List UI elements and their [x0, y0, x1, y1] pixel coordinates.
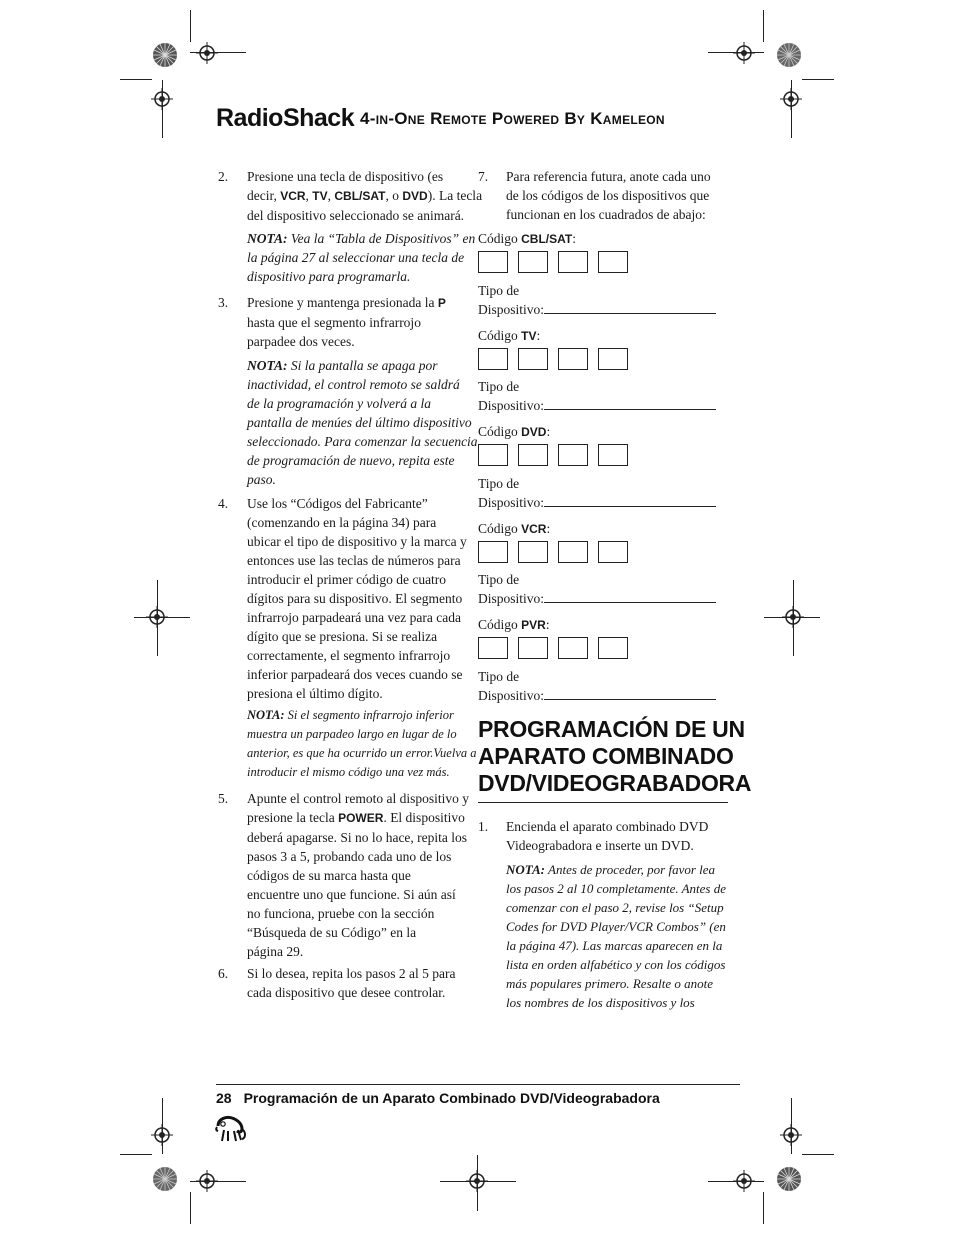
code-digit-box[interactable] [478, 348, 508, 370]
step-number: 2. [218, 169, 229, 184]
registration-mark-icon [780, 88, 802, 110]
code-digit-box[interactable] [478, 541, 508, 563]
step-6-text: Si lo desea, repita los pasos 2 al 5 para cada dispositivo que desee controlar. [247, 966, 456, 1000]
code-entry-boxes [478, 251, 628, 273]
code-entry-boxes [478, 444, 628, 466]
crop-line [190, 10, 191, 42]
code-entry-boxes [478, 348, 628, 370]
key-p: P [437, 296, 446, 310]
code-entry-boxes [478, 637, 628, 659]
code-digit-box[interactable] [598, 251, 628, 273]
code-digit-box[interactable] [518, 444, 548, 466]
crop-line [763, 10, 764, 42]
footer-divider [216, 1084, 740, 1085]
code-digit-box[interactable] [598, 541, 628, 563]
footer-title: Programación de un Aparato Combinado DVD/Videograbadora [243, 1090, 660, 1106]
step-5-text: Apunte el control remoto al dispositivo y presione la tecla POWER. El dispositivo deberá apagarse. Si no lo hace, repita los pasos 3 a 5, probando cada uno de los códigos de su marca hasta que encuentre uno que funcione. Si aún así no funciona, pruebe con la sección “Búsqueda de su Código” en la página 29. [247, 791, 469, 959]
code-digit-box[interactable] [598, 637, 628, 659]
color-target-icon [152, 1166, 178, 1192]
key-power: POWER [338, 811, 384, 825]
device-type-blank[interactable] [544, 589, 716, 603]
step-number: 3. [218, 295, 229, 310]
step-7-text: Para referencia futura, anote cada uno de los códigos de los dispositivos que funcionan en los cuadrados de abajo: [506, 169, 711, 222]
code-digit-box[interactable] [598, 444, 628, 466]
code-entry-boxes [478, 541, 628, 563]
key-vcr: VCR [280, 189, 306, 203]
registration-mark-icon [196, 42, 218, 64]
key-tv: TV [312, 189, 328, 203]
note-4: NOTA: Antes de proceder, por favor lea los pasos 2 al 10 completamente. Antes de comenzar con el paso 2, revise los “Setup Codes for DVD Player/VCR Combos” (en la página 47). Las marcas aparecen en la lista en orden alfabético y con los códigos más populares primero. Resalte o anote los nombres de los dispositivos y los [506, 862, 727, 1010]
registration-mark-icon [151, 88, 173, 110]
registration-mark-icon [780, 1124, 802, 1146]
step-number: 1. [478, 819, 489, 834]
device-type-blank[interactable] [544, 396, 716, 410]
crop-line [802, 1154, 834, 1155]
step-3-text: Presione y mantenga presionada la P hasta que el segmento infrarrojo parpadee dos veces. [247, 295, 446, 349]
code-digit-box[interactable] [518, 541, 548, 563]
code-digit-box[interactable] [558, 251, 588, 273]
device-type-blank[interactable] [544, 300, 716, 314]
step-number: 5. [218, 791, 229, 806]
page-header-title: 4-in-One Remote Powered By Kameleon [360, 109, 665, 128]
code-digit-box[interactable] [558, 348, 588, 370]
color-target-icon [152, 42, 178, 68]
code-digit-box[interactable] [518, 348, 548, 370]
code-digit-box[interactable] [558, 637, 588, 659]
color-target-icon [776, 42, 802, 68]
code-digit-box[interactable] [518, 251, 548, 273]
code-digit-box[interactable] [478, 444, 508, 466]
registration-mark-icon [466, 1170, 488, 1192]
device-type-blank[interactable] [544, 686, 716, 700]
brand-logo: RadioShack [216, 104, 355, 132]
registration-mark-icon [782, 606, 804, 628]
registration-mark-icon [733, 42, 755, 64]
page-number: 28 [216, 1090, 232, 1106]
color-target-icon [776, 1166, 802, 1192]
step-number: 7. [478, 169, 489, 184]
registration-mark-icon [733, 1170, 755, 1192]
step-number: 6. [218, 966, 229, 981]
crop-line [190, 1192, 191, 1224]
section-heading: PROGRAMACIÓN DE UN APARATO COMBINADO DVD/VIDEOGRABADORA [478, 716, 752, 796]
crop-line [763, 1192, 764, 1224]
code-digit-box[interactable] [478, 637, 508, 659]
note-2: NOTA: Si la pantalla se apaga por inactividad, el control remoto se saldrá de la programación y volverá a la pantalla de menúes del último dispositivo seleccionado. Para comenzar la secuencia de programación de nuevo, repita este paso. [247, 358, 478, 487]
section-divider [478, 802, 728, 803]
chameleon-icon [214, 1114, 248, 1144]
note-1: NOTA: Vea la “Tabla de Dispositivos” en la página 27 al seleccionar una tecla de dispositivo para programarla. [247, 231, 476, 284]
code-digit-box[interactable] [558, 541, 588, 563]
page-footer [216, 1090, 660, 1106]
combo-step-1-text: Encienda el aparato combinado DVD Videograbadora e inserte un DVD. [506, 819, 709, 853]
crop-line [802, 79, 834, 80]
code-digit-box[interactable] [478, 251, 508, 273]
crop-line [120, 1154, 152, 1155]
code-digit-box[interactable] [598, 348, 628, 370]
step-number: 4. [218, 496, 229, 511]
step-2-text: Presione una tecla de dispositivo (es decir, VCR, TV, CBL/SAT, o DVD). La tecla del dispositivo seleccionado se animará. [247, 169, 483, 223]
registration-mark-icon [196, 1170, 218, 1192]
crop-line [120, 79, 152, 80]
device-type-blank[interactable] [544, 493, 716, 507]
code-digit-box[interactable] [558, 444, 588, 466]
note-3: NOTA: Si el segmento infrarrojo inferior muestra un parpadeo largo en lugar de lo anterior, es que ha ocurrido un error.Vuelva a introducir el mismo código una vez más. [247, 708, 477, 779]
registration-mark-icon [146, 606, 168, 628]
key-dvd: DVD [402, 189, 428, 203]
code-digit-box[interactable] [518, 637, 548, 659]
step-4-text: Use los “Códigos del Fabricante” (comenzando en la página 34) para ubicar el tipo de dispositivo y la marca y entonces use las teclas de números para introducir el primer código de cuatro dígitos para su dispositivo. El segmento infrarrojo parpadeará una vez para cada dígito que se presiona. Si se realiza correctamente, el segmento infrarrojo inferior parpadeará dos veces cuando se presiona el último dígito. [247, 496, 467, 701]
key-cbl-sat: CBL/SAT [334, 189, 386, 203]
registration-mark-icon [151, 1124, 173, 1146]
